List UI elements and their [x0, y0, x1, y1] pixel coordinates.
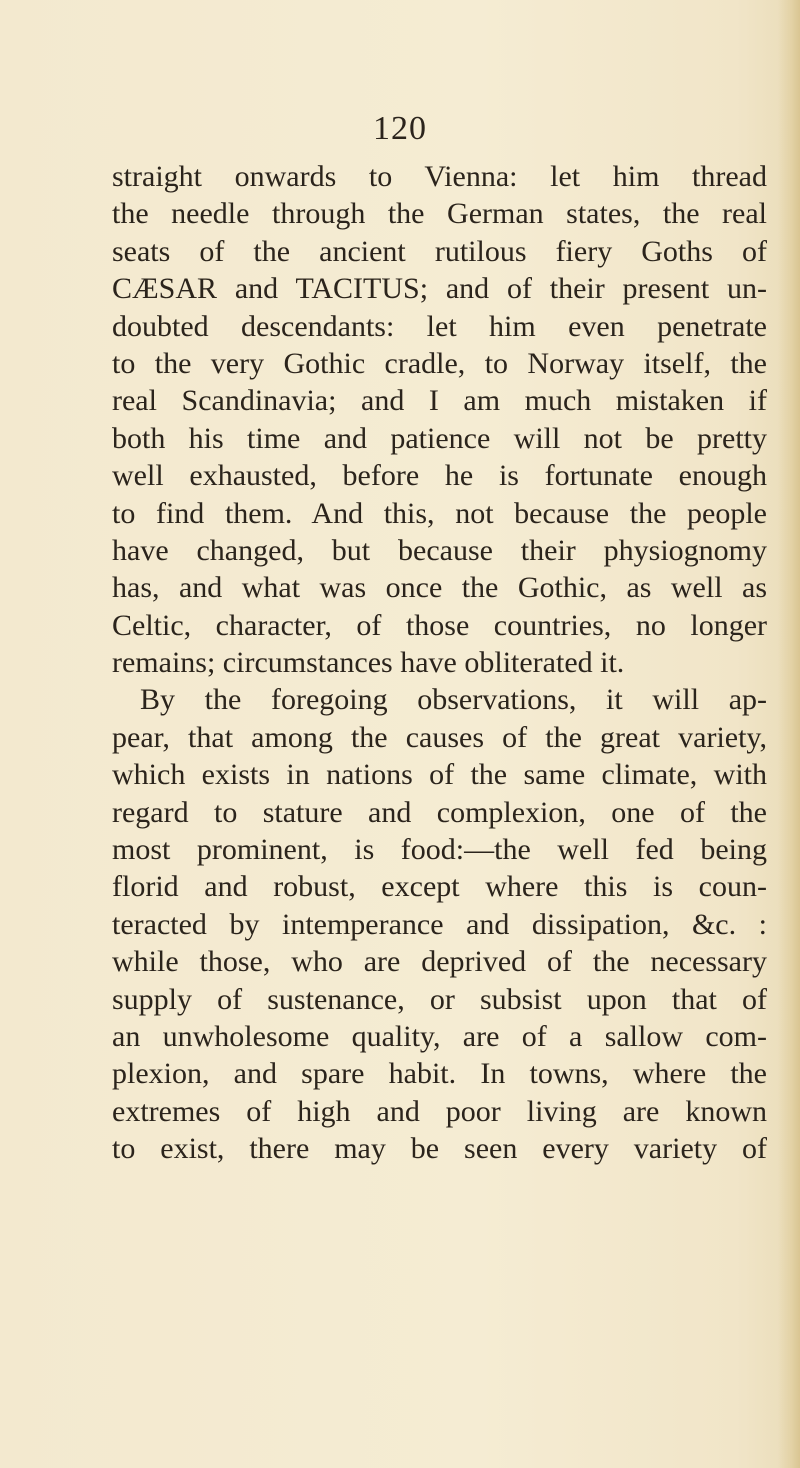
text-line: teracted by intemperance and dissipation, &c. :	[112, 907, 767, 941]
text-line: supply of sustenance, or subsist upon that of	[112, 982, 767, 1016]
text-line: extremes of high and poor living are known	[112, 1094, 767, 1128]
page-number: 120	[373, 110, 427, 147]
text-line: pear, that among the causes of the great variety,	[112, 720, 767, 754]
text-line: plexion, and spare habit. In towns, where the	[112, 1057, 767, 1091]
text-line: the needle through the German states, the real	[112, 197, 767, 231]
text-line: real Scandinavia; and I am much mistaken if	[112, 384, 767, 418]
text-line: to find them. And this, not because the people	[112, 496, 767, 530]
text-line: most prominent, is food:—the well fed being	[112, 833, 767, 867]
text-line: both his time and patience will not be pretty	[112, 421, 767, 455]
text-line: straight onwards to Vienna: let him thread	[112, 160, 767, 193]
text-line: have changed, but because their physiognomy	[112, 533, 767, 567]
text-line: doubted descendants: let him even penetrate	[112, 309, 767, 343]
body-text	[112, 158, 767, 1168]
text-line: By the foregoing observations, it will ap-	[140, 683, 767, 717]
text-line: while those, who are deprived of the necessary	[112, 945, 767, 979]
text-line: has, and what was once the Gothic, as well as	[112, 571, 767, 605]
page-edge-shadow	[778, 0, 800, 1468]
text-line: seats of the ancient rutilous fiery Goths of	[112, 234, 767, 268]
text-line: regard to stature and complexion, one of the	[112, 795, 767, 829]
text-line: CÆSAR and TACITUS; and of their present un-	[112, 272, 767, 306]
text-line: which exists in nations of the same climate, with	[112, 758, 767, 792]
text-line: to exist, there may be seen every variety of	[112, 1132, 767, 1166]
text-line: well exhausted, before he is fortunate enough	[112, 459, 767, 493]
text-line: an unwholesome quality, are of a sallow com-	[112, 1019, 767, 1053]
text-line: to the very Gothic cradle, to Norway itself, the	[112, 346, 767, 380]
text-line: florid and robust, except where this is coun-	[112, 870, 767, 904]
text-line: remains; circumstances have obliterated it.	[112, 646, 625, 680]
text-line: Celtic, character, of those countries, no longer	[112, 608, 767, 642]
